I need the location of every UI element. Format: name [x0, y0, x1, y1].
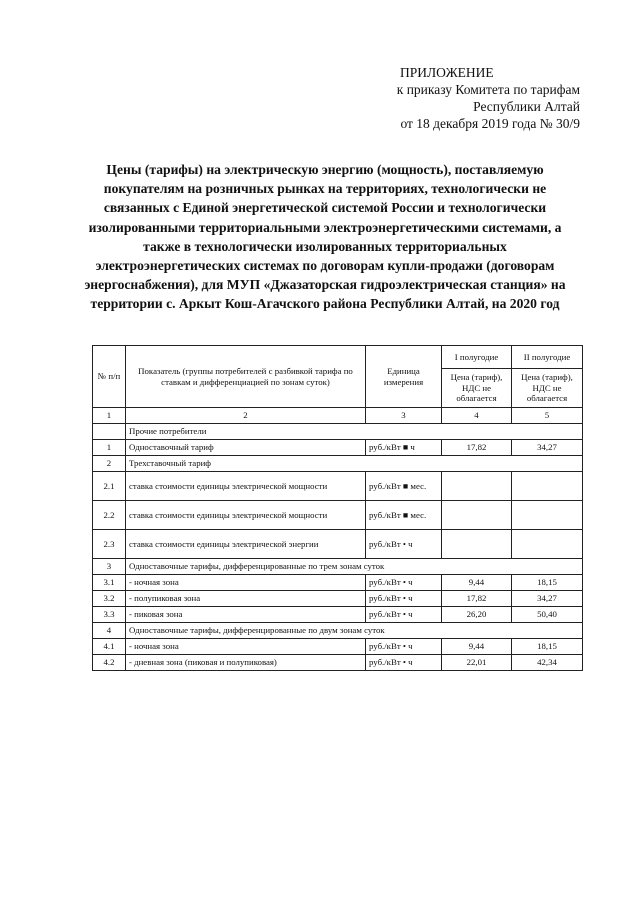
index-cell: 3 — [366, 408, 442, 424]
tariff-table — [92, 345, 583, 671]
appendix-republic-line: Республики Алтай — [473, 99, 580, 114]
header-half-1: I полугодие — [442, 346, 512, 369]
row-name: - ночная зона — [126, 575, 366, 591]
row-name: Трехставочный тариф — [126, 456, 583, 472]
table-row — [93, 440, 583, 456]
row-unit: руб./кВт • ч — [366, 607, 442, 623]
table-row — [93, 655, 583, 671]
row-unit: руб./кВт ■ мес. — [366, 501, 442, 530]
row-num: 2 — [93, 456, 126, 472]
row-num: 4.2 — [93, 655, 126, 671]
table-row — [93, 623, 583, 639]
group-row — [93, 424, 583, 440]
row-num: 2.3 — [93, 530, 126, 559]
row-value-2: 18,15 — [512, 575, 583, 591]
row-num: 3.2 — [93, 591, 126, 607]
table-row — [93, 456, 583, 472]
row-num: 3 — [93, 559, 126, 575]
header-price-1: Цена (тариф), НДС не облагается — [442, 369, 512, 408]
row-name: - дневная зона (пиковая и полупиковая) — [126, 655, 366, 671]
row-name: Одноставочные тарифы, дифференцированные по двум зонам суток — [126, 623, 583, 639]
row-unit: руб./кВт • ч — [366, 655, 442, 671]
row-value-1: 9,44 — [442, 639, 512, 655]
appendix-title: ПРИЛОЖЕНИЕ — [400, 65, 494, 80]
row-unit: руб./кВт • ч — [366, 575, 442, 591]
row-name: - ночная зона — [126, 639, 366, 655]
row-num: 4 — [93, 623, 126, 639]
header-unit: Единица измерения — [366, 346, 442, 408]
row-value-2: 34,27 — [512, 440, 583, 456]
header-indicator: Показатель (группы потребителей с разбивкой тарифа по ставкам и дифференциацией по зонам суток) — [126, 346, 366, 408]
table-row — [93, 607, 583, 623]
header-price-2: Цена (тариф), НДС не облагается — [512, 369, 583, 408]
row-value-2 — [512, 501, 583, 530]
row-num: 3.3 — [93, 607, 126, 623]
group-other-label: Прочие потребители — [126, 424, 583, 440]
row-name: Одноставочный тариф — [126, 440, 366, 456]
row-value-2 — [512, 472, 583, 501]
appendix-block — [330, 64, 580, 132]
row-value-1: 26,20 — [442, 607, 512, 623]
row-num: 2.2 — [93, 501, 126, 530]
header-num: № п/п — [93, 346, 126, 408]
row-unit: руб./кВт ■ мес. — [366, 472, 442, 501]
row-value-1 — [442, 501, 512, 530]
index-cell: 2 — [126, 408, 366, 424]
table-row — [93, 591, 583, 607]
row-value-1: 17,82 — [442, 440, 512, 456]
table-row — [93, 472, 583, 501]
row-value-1: 22,01 — [442, 655, 512, 671]
row-unit: руб./кВт • ч — [366, 530, 442, 559]
row-num: 2.1 — [93, 472, 126, 501]
index-cell: 4 — [442, 408, 512, 424]
row-name: - пиковая зона — [126, 607, 366, 623]
table-row — [93, 575, 583, 591]
index-cell: 1 — [93, 408, 126, 424]
appendix-order-line: к приказу Комитета по тарифам — [396, 82, 580, 97]
row-value-2 — [512, 530, 583, 559]
appendix-date-line: от 18 декабря 2019 года № 30/9 — [400, 116, 580, 131]
row-name: ставка стоимости единицы электрической энергии — [126, 530, 366, 559]
row-value-1 — [442, 530, 512, 559]
row-value-2: 50,40 — [512, 607, 583, 623]
row-name: ставка стоимости единицы электрической мощности — [126, 501, 366, 530]
table-row — [93, 639, 583, 655]
document-title: Цены (тарифы) на электрическую энергию (мощность), поставляемую покупателям на розничных рынках на территориях, технологически не связанных с Единой энергетической системой России и технологически изолированными территориальными электроэнергетическими системами, а также в технологически изолированных территориальных электроэнергетических системах по договорам купли-продажи (договорам энергоснабжения), для МУП «Джазаторская гидроэлектрическая станция» на территории с. Аркыт Кош-Агачского района Республики Алтай, на 2020 год — [84, 162, 566, 312]
index-cell: 5 — [512, 408, 583, 424]
row-name: - полупиковая зона — [126, 591, 366, 607]
table-row — [93, 530, 583, 559]
row-num: 4.1 — [93, 639, 126, 655]
row-value-2: 34,27 — [512, 591, 583, 607]
row-value-2: 18,15 — [512, 639, 583, 655]
row-value-1: 9,44 — [442, 575, 512, 591]
row-value-1 — [442, 472, 512, 501]
row-unit: руб./кВт • ч — [366, 591, 442, 607]
row-unit: руб./кВт • ч — [366, 639, 442, 655]
column-index-row — [93, 408, 583, 424]
row-unit: руб./кВт ■ ч — [366, 440, 442, 456]
row-name: ставка стоимости единицы электрической мощности — [126, 472, 366, 501]
row-num: 1 — [93, 440, 126, 456]
row-value-2: 42,34 — [512, 655, 583, 671]
row-name: Одноставочные тарифы, дифференцированные по трем зонам суток — [126, 559, 583, 575]
header-half-2: II полугодие — [512, 346, 583, 369]
row-value-1: 17,82 — [442, 591, 512, 607]
table-row — [93, 559, 583, 575]
table-row — [93, 501, 583, 530]
row-num: 3.1 — [93, 575, 126, 591]
